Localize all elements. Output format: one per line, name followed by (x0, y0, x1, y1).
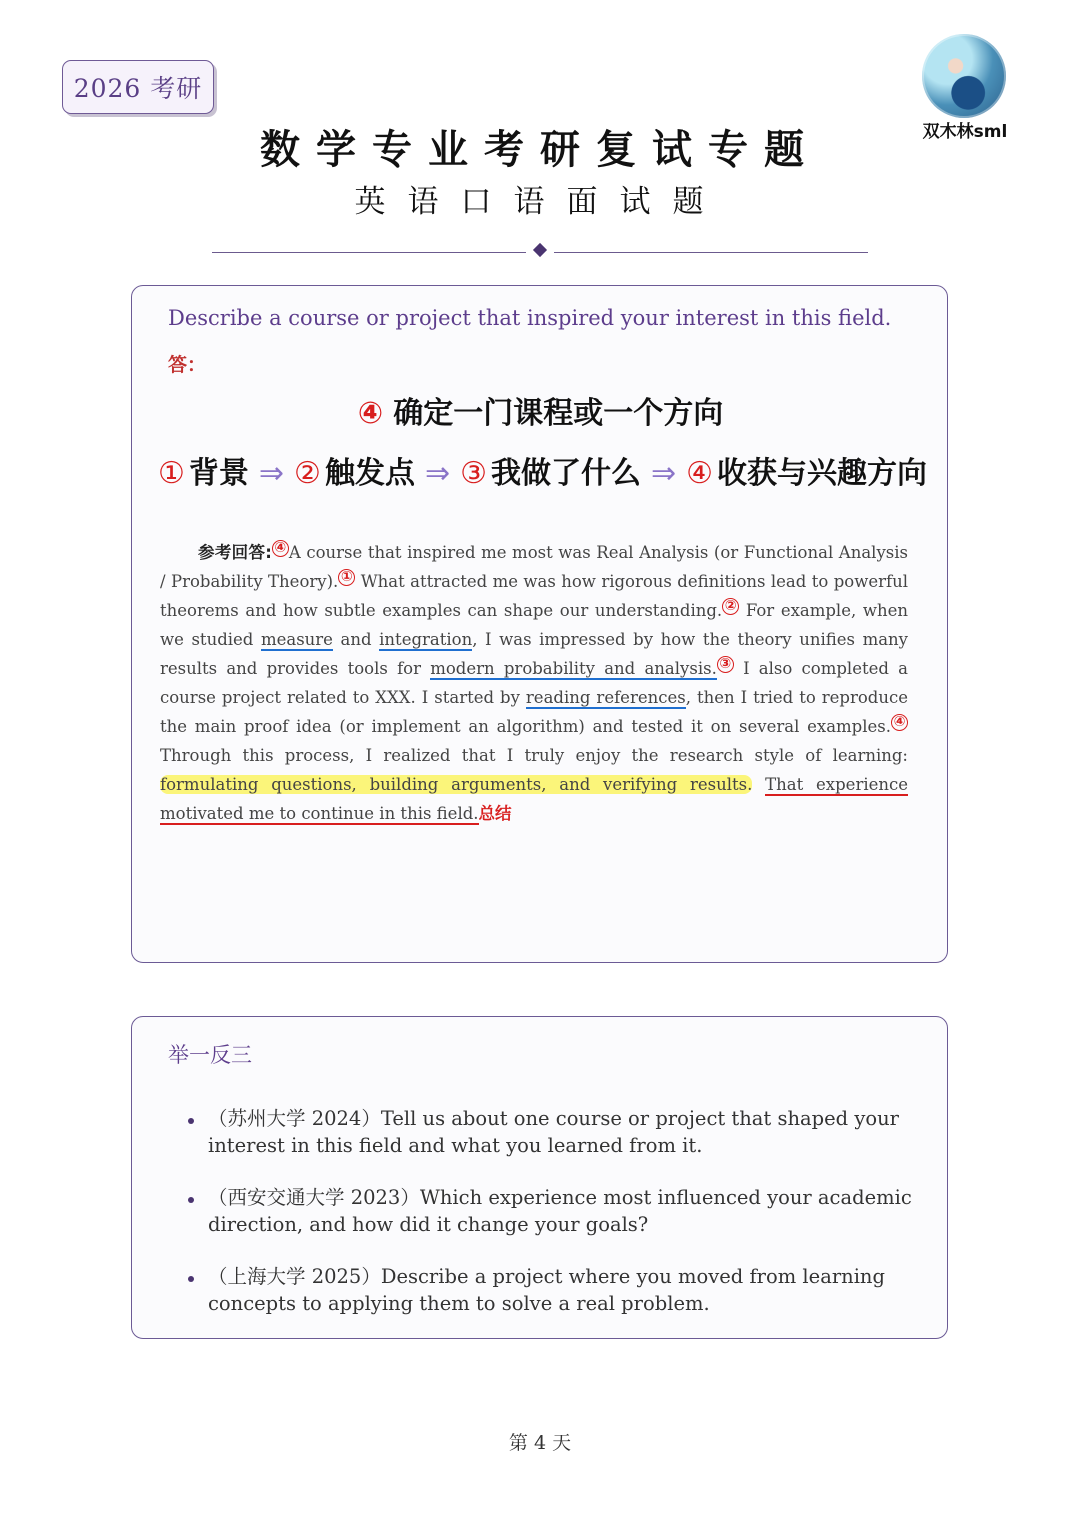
year-badge: 2026 考研 (62, 60, 214, 114)
summary-sentence: That experience motivated me to continue in this field. (160, 775, 909, 823)
marker: ① (338, 569, 355, 586)
marker: ④ (272, 540, 289, 557)
reference-label: 参考回答: (198, 543, 272, 562)
diamond-ornament-icon (533, 243, 547, 257)
page-title: 数学专业考研复试专题 (260, 126, 820, 173)
examples-list (188, 1105, 918, 1342)
divider-right (554, 252, 868, 253)
divider-left (212, 252, 526, 253)
main-title-text: 确定一门课程或一个方向 (393, 396, 724, 431)
sentence: I also completed a course project related to XXX. I started by (160, 659, 908, 707)
handwritten-flow (158, 448, 927, 492)
list-item: （苏州大学 2024）Tell us about one course or project that shaped your interest in this field and what you learned from it. (188, 1105, 918, 1159)
flow-num: ② (294, 456, 321, 491)
examples-title: 举一反三 (168, 1043, 252, 1067)
examples-card (131, 1016, 948, 1339)
page-number: 第 4 天 (508, 1432, 572, 1454)
arrow-icon: ⇒ (651, 456, 677, 491)
marker: ④ (891, 714, 908, 731)
flow-step: 我做了什么 (491, 456, 641, 491)
page-subtitle: 英语口语面试题 (354, 184, 726, 220)
underlined-term: measure (260, 630, 333, 649)
flow-step: 触发点 (324, 456, 415, 491)
summary-note: 总结 (478, 804, 512, 823)
sentence: , then I tried to reproduce the main proof idea (or implement an algorithm) and tested it on several examples. (160, 688, 908, 736)
arrow-icon: ⇒ (258, 456, 285, 491)
highlighted-text: formulating questions, building arguments, and verifying results. (160, 775, 753, 794)
author-name: 双木林sml (922, 122, 1008, 142)
flow-step: 背景 (188, 456, 249, 491)
reference-answer (160, 538, 908, 828)
sentence: A course that inspired me most was Real Analysis (or Functional Analysis / Probability Theory). (160, 543, 908, 591)
question-text: Describe a course or project that inspired your interest in this field. (168, 306, 892, 330)
underlined-term: reading references (525, 688, 686, 707)
sentence: For example, when we studied (160, 601, 908, 649)
flow-num: ① (158, 456, 185, 491)
underlined-term: modern probability and analysis. (430, 659, 717, 678)
list-item: （上海大学 2025）Describe a project where you moved from learning concepts to applying them to solve a real problem. (188, 1263, 918, 1317)
question-card (131, 285, 948, 963)
flow-num: ④ (686, 456, 714, 491)
list-item: （西安交通大学 2023）Which experience most influenced your academic direction, and how did it change your goals? (188, 1184, 918, 1238)
marker: ② (722, 598, 739, 615)
arrow-icon: ⇒ (424, 456, 451, 491)
flow-num: ③ (460, 456, 487, 491)
sentence: and (332, 630, 380, 649)
underlined-term: integration (379, 630, 473, 649)
sentence: Through this process, I realized that I truly enjoy the research style of learning: (160, 746, 908, 765)
handwritten-main-title (132, 388, 949, 432)
sentence: What attracted me was how rigorous definitions lead to powerful theorems and how subtle examples can shape our understanding. (160, 572, 908, 620)
flow-step: 收获与兴趣方向 (717, 456, 928, 491)
author-avatar (922, 34, 1006, 118)
marker: ③ (717, 656, 734, 673)
sentence: , I was impressed by how the theory unifies many results and provides tools for (160, 630, 908, 678)
main-marker: ④ (357, 396, 384, 431)
answer-label: 答： (168, 354, 207, 376)
